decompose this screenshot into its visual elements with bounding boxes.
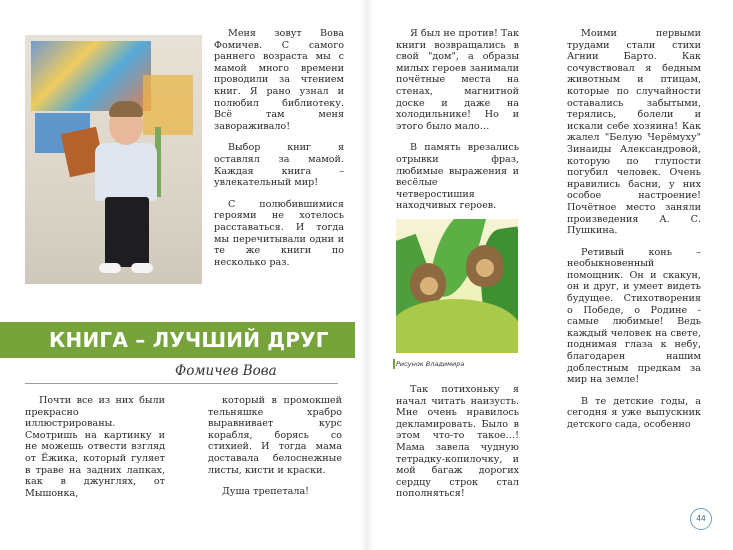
boy-pants <box>105 197 149 267</box>
text-column-right-1-bottom <box>396 384 519 500</box>
wall-drawing <box>143 75 193 135</box>
paragraph: Ретивый конь – необыкновенный помощник. Он и скакун, он и друг, и умеет видеть будущее. Стихотворения о Победе, о Родине - самые любимые! Ведь каждый человек на свете, поднимая глаза к небу, благодарен нашим доблестным предкам за мир на земле! <box>567 246 701 386</box>
paragraph: Моими первыми трудами стали стихи Агнии Барто. Как сочувствовал я бедным животным и птицам, которые по случайности оставались забытыми, терялись, болели и искали себе хозяина! Как жалел "Белую Черёмуху" Зинаиды Александровой, которую по глупости погубил человек. Очень нравились басни, у них особое настроение! Почётное место заняли произведения А. С. Пушкина. <box>567 28 701 237</box>
paragraph: В те детские годы, а сегодня я уже выпускник детского сада, особенно <box>567 395 701 430</box>
paragraph: Я был не против! Так книги возвращались в свой "дом", а образы милых героев занимали почётные места на стенах, магнитной доске и даже на холодильнике! Но и этого было мало… <box>396 28 519 132</box>
article-title: КНИГА – ЛУЧШИЙ ДРУГ <box>49 328 329 352</box>
child-drawing-hedgehogs <box>396 219 518 353</box>
page-gutter <box>360 0 374 550</box>
text-column-bottom-left-1 <box>25 395 165 499</box>
divider-line <box>25 383 338 384</box>
article-author: Фомичев Вова <box>175 363 277 379</box>
paragraph: Так потихоньку я начал читать наизусть. Мне очень нравилось декламировать. Было в этом что-то такое…! Мама завела чудную тетрадку-копилочку, и мой багаж дорогих сердцу строк стал пополняться! <box>396 384 519 500</box>
paragraph: Душа трепетала! <box>222 486 310 498</box>
text-column-right-1-top <box>396 28 519 212</box>
figure-caption: Рисунок Владимира <box>396 360 465 368</box>
boy-hair <box>109 101 143 117</box>
boy-shirt <box>95 143 157 201</box>
paragraph: который в промокшей тельняшке храбро выравнивает курс корабля, борясь со стихией. И тогда мама доставала белоснежные листы, кисти и краски. <box>208 395 342 476</box>
text-column-top-left <box>214 28 344 268</box>
paragraph: В память врезались отрывки фраз, любимые выражения и весёлые четверостишия находчивых героев. <box>396 142 519 212</box>
page-number: 44 <box>690 508 712 530</box>
paragraph: Почти все из них были прекрасно иллюстрированы. Смотришь на картинку и не можешь отвести взгляд от Ёжика, который гуляет в траве на задних лапках, как в джунглях, от Мышонка, <box>25 395 165 499</box>
paragraph: Выбор книг я оставлял за мамой. Каждая книга – увлекательный мир! <box>214 142 344 189</box>
paragraph: Меня зовут Вова Фомичев. С самого раннего возраста мы с мамой много времени проводили за чтением книг. Я рано узнал и полюбил библиотеку. Всё там меня завораживало! <box>214 28 344 132</box>
author-photo <box>25 35 202 284</box>
text-column-right-2 <box>567 28 701 431</box>
boy-shoe <box>99 263 121 273</box>
paragraph: С полюбившимися героями не хотелось расставаться. И тогда мы перечитывали одни и те же книги по несколько раз. <box>214 198 344 268</box>
caption-marker <box>393 359 395 369</box>
boy-shoe <box>131 263 153 273</box>
text-column-bottom-left-2 <box>208 395 342 498</box>
